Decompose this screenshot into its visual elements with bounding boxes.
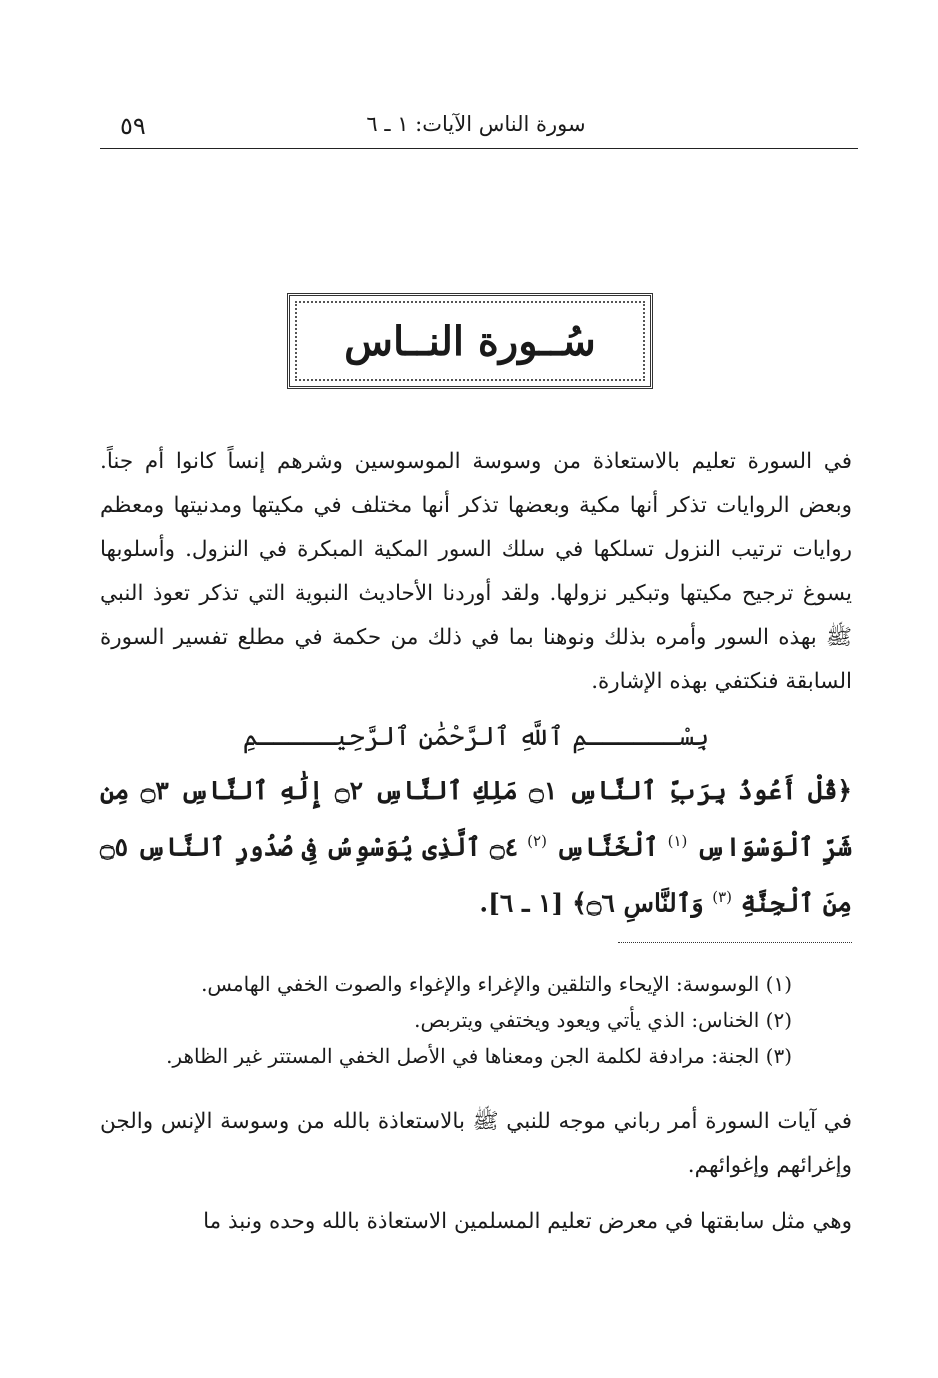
- footnote-ref-2: (٢): [527, 832, 547, 850]
- quran-verses: [100, 766, 852, 929]
- footnote-2: (٢) الخناس: الذي يأتي ويعود ويختفي ويتربص.: [414, 1008, 792, 1032]
- footnote-divider: [618, 942, 852, 943]
- verses-part-4: وَٱلنَّاسِ ۝٦﴾ [١ ـ ٦].: [479, 888, 704, 918]
- verses-part-3: ۝٤ ٱلَّذِى يُوَسْوِسُ فِى صُدُورِ ٱلنَّاسِ ۝٥ مِنَ ٱلْجِنَّةِ: [100, 832, 852, 918]
- surah-title: سُــورة النــاس: [344, 317, 596, 365]
- commentary-paragraph-2: وهي مثل سابقتها في معرض تعليم المسلمين الاستعاذة بالله وحده ونبذ ما: [203, 1209, 852, 1234]
- footnote-ref-1: (١): [667, 832, 688, 850]
- verses-part-2: ٱلْخَنَّاسِ: [555, 832, 659, 862]
- footnotes: [100, 966, 852, 1074]
- running-title: سورة الناس الآيات: ١ ـ ٦: [366, 112, 586, 136]
- basmala: بِسْــــــمِ ٱللَّهِ ٱلرَّحْمَٰنِ ٱلرَّحِيـــــمِ: [242, 722, 710, 752]
- surah-title-frame: [295, 301, 645, 381]
- page-header: [100, 108, 852, 148]
- verses-part-1: ﴿قُلْ أَعُوذُ بِرَبِّ ٱلنَّاسِ ۝١ مَلِكِ ٱلنَّاسِ ۝٢ إِلَٰهِ ٱلنَّاسِ ۝٣ مِن شَرِّ ٱلْوَسْوَاسِ: [100, 776, 852, 862]
- header-rule: [100, 148, 858, 149]
- footnote-3: (٣) الجنة: مرادفة لكلمة الجن ومعناها في الأصل الخفي المستتر غير الظاهر.: [166, 1044, 792, 1068]
- footnote-ref-3: (٣): [712, 888, 733, 907]
- footnote-1: (١) الوسوسة: الإيحاء والتلقين والإغراء والإغواء والصوت الخفي الهامس.: [201, 972, 792, 996]
- page-number: ٥٩: [120, 112, 146, 140]
- intro-paragraph: في السورة تعليم بالاستعاذة من وسوسة الموسوسين وشرهم إنساً كانوا أم جناً. وبعض الروايات تذكر أنها مكية وبعضها تذكر أنها مختلف في مكيتها ومدنيتها ومعظم روايات ترتيب النزول تسلكها في سلك السور المكية المبكرة في النزول. وأسلوبها يسوغ ترجيح مكيتها وتبكير نزولها. ولقد أوردنا الأحاديث النبوية التي تذكر تعوذ النبي ﷺ بهذه السور وأمره بذلك ونوهنا بما في ذلك من حكمة في مطلع تفسير السورة السابقة فنكتفي بهذه الإشارة.: [100, 449, 852, 694]
- surah-title-box: [287, 293, 653, 389]
- commentary-paragraph-1: في آيات السورة أمر رباني موجه للنبي ﷺ بالاستعاذة بالله من وسوسة الإنس والجن وإغرائهم وإغوائهم.: [100, 1109, 852, 1178]
